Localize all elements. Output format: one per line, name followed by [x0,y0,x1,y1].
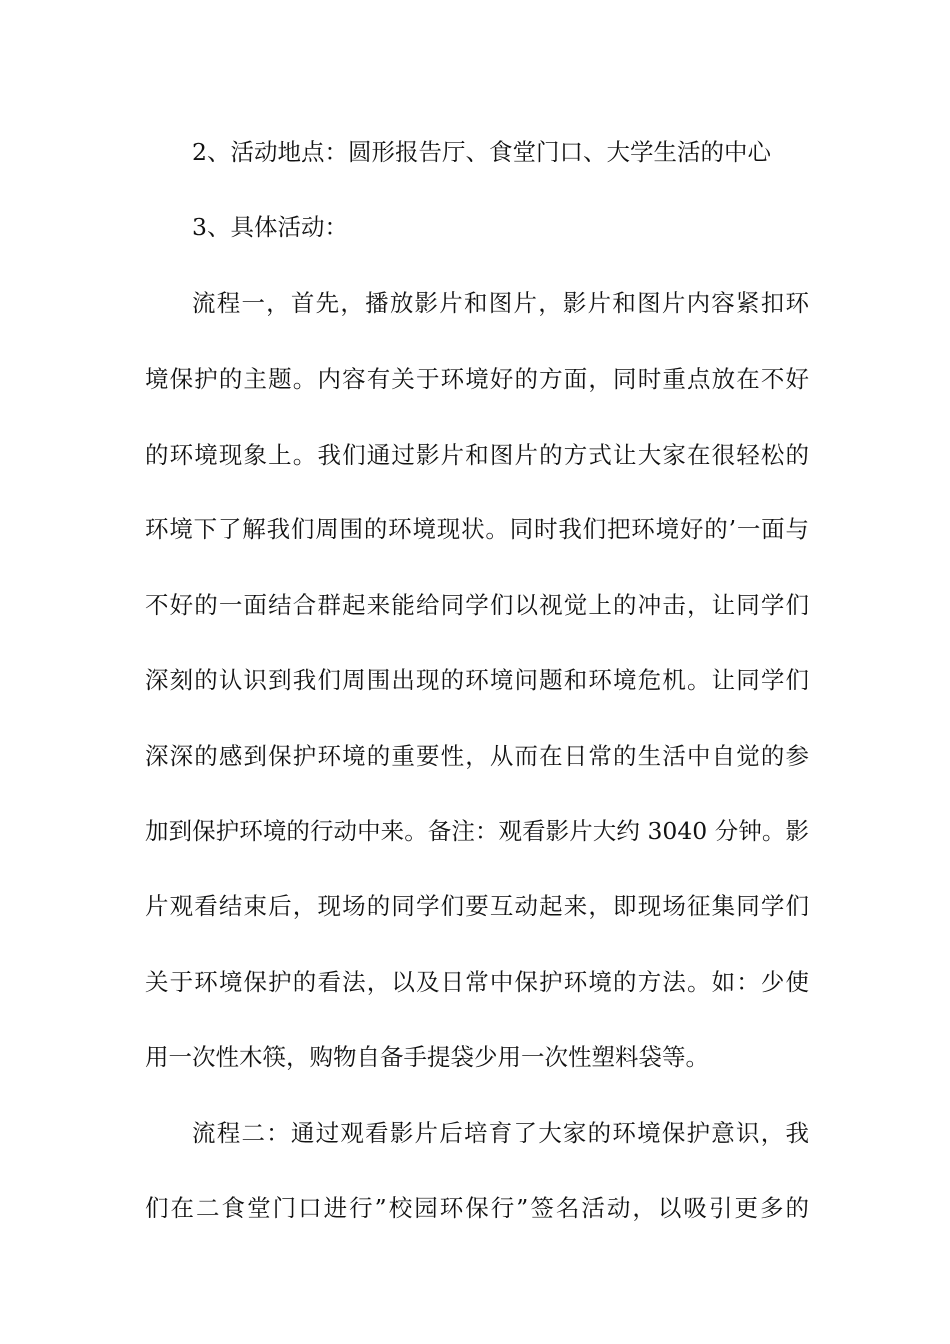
text-line: 流程一，首先，播放影片和图片，影片和图片内容紧扣环 [192,289,809,317]
paragraph-activity-location: 2、活动地点：圆形报告厅、食堂门口、大学生活的中心 [192,138,771,166]
text-line: 环境下了解我们周围的环境现状。同时我们把环境好的’一面与 [145,515,809,543]
paragraph-specific-activities: 3、具体活动： [192,213,348,241]
text-line: 们在二食堂门口进行”校园环保行”签名活动，以吸引更多的 [145,1194,809,1222]
text-line: 深刻的认识到我们周围出现的环境问题和环境危机。让同学们 [145,666,809,694]
text-line: 加到保护环境的行动中来。备注：观看影片大约 3040 分钟。影 [145,817,809,845]
text-line: 片观看结束后，现场的同学们要互动起来，即现场征集同学们 [145,892,809,920]
text-line: 流程二：通过观看影片后培育了大家的环境保护意识，我 [192,1119,809,1147]
text-line: 不好的一面结合群起来能给同学们以视觉上的冲击，让同学们 [145,591,809,619]
text-line: 的环境现象上。我们通过影片和图片的方式让大家在很轻松的 [145,441,809,469]
text-line: 用一次性木筷，购物自备手提袋少用一次性塑料袋等。 [145,1043,709,1071]
text-line: 关于环境保护的看法，以及日常中保护环境的方法。如：少使 [145,968,809,996]
text-line: 境保护的主题。内容有关于环境好的方面，同时重点放在不好 [145,365,809,393]
text-line: 深深的感到保护环境的重要性，从而在日常的生活中自觉的参 [145,742,809,770]
